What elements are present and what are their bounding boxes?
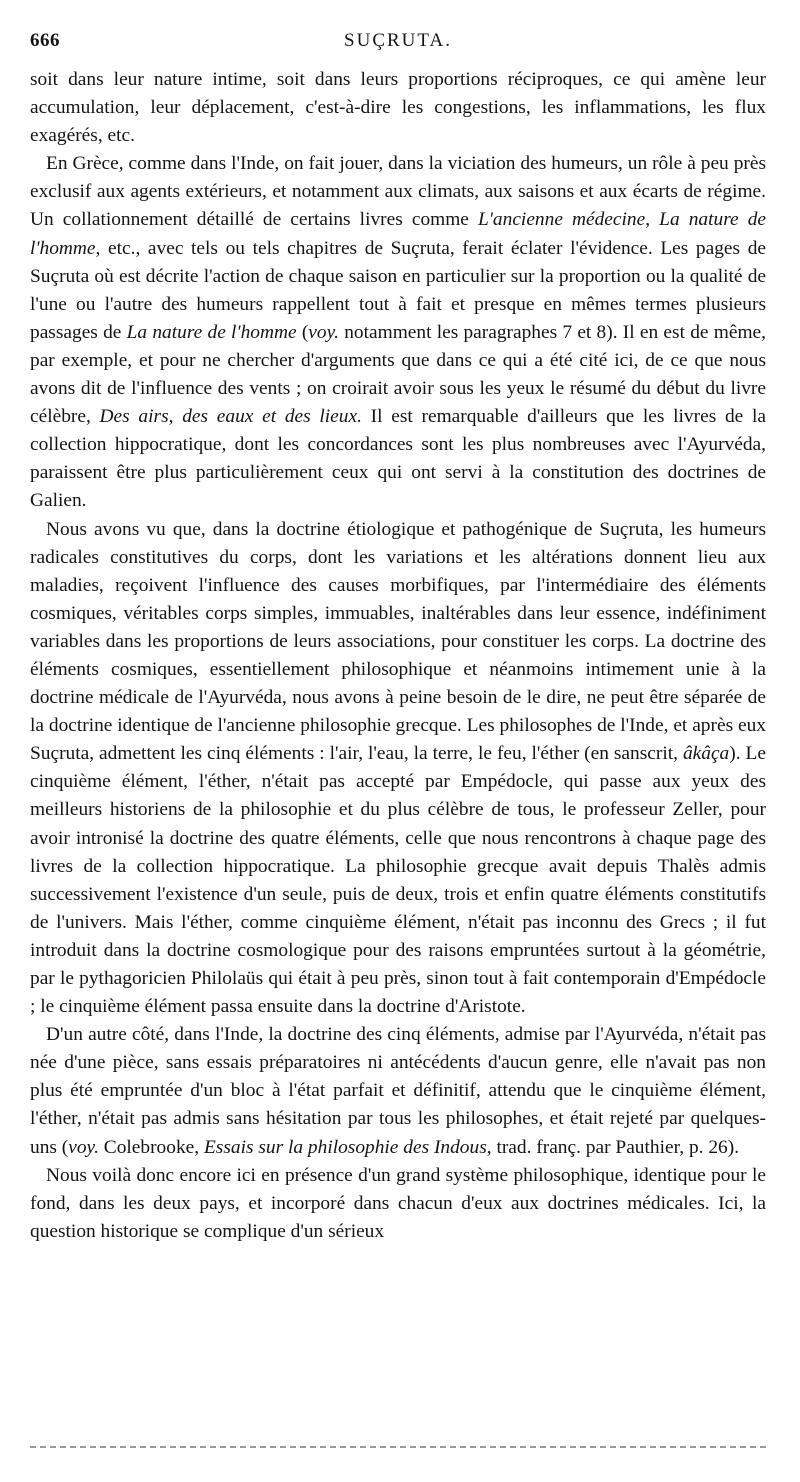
footer-dashed-rule bbox=[30, 1446, 766, 1448]
running-title: SUÇRUTA. bbox=[344, 30, 452, 51]
text-segment: Colebrooke, bbox=[98, 1136, 204, 1158]
page-header bbox=[30, 28, 766, 54]
text-segment: ). Le cinquième élément, l'éther, n'était pas accepté par Empédocle, qui passe aux yeux des meilleurs historiens de la philosophie et du plus célèbre de tous, le professeur Zeller, pour avoir intronisé la doctrine des quatre éléments, celle que nous rencontrons à chaque page des livres de la collection hippocratique. La philosophie grecque avait depuis Thalès admis successivement l'existence d'un seule, puis de deux, trois et enfin quatre éléments constitutifs de l'univers. Mais l'éther, comme cinquième élément, n'était pas inconnu des Grecs ; il fut introduit dans la doctrine cosmologique pour des raisons empruntées surtout à la géométrie, par le pythagoricien Philolaüs qui était à peu près, sinon tout à fait contemporain d'Empédocle ; le cinquième élément passa ensuite dans la doctrine d'Aristote. bbox=[30, 743, 767, 1018]
book-title-ancienne-medecine: L'ancienne médecine bbox=[478, 209, 646, 231]
text-segment: Nous avons vu que, dans la doctrine étiologique et pathogénique de Suçruta, les humeurs radicales constitutives du corps, dont les variations et les altérations donnent lieu aux maladies, reçoivent l'influence des causes morbifiques, par l'intermédiaire des éléments cosmiques, véritables corps simples, immuables, inaltérables dans leur essence, indéfiniment variables dans les proportions de leurs associations, pour constituer les corps. La doctrine des éléments cosmiques, essentiellement philosophique et néanmoins intimement unie à la doctrine médicale de l'Ayurvéda, nous avons à peine besoin de le dire, ne peut être séparée de la doctrine identique de l'ancienne philosophie grecque. Les philosophes de l'Inde, et après eux Suçruta, admettent les cinq éléments : l'air, l'eau, la terre, le feu, l'éther (en sanscrit, bbox=[30, 518, 766, 765]
paragraph-5 bbox=[30, 1162, 766, 1246]
page bbox=[30, 28, 766, 1246]
book-title-des-airs: Des airs, des eaux et des lieux. bbox=[99, 406, 362, 428]
text-segment: notamment les paragraphes 7 et 8). Il en est de même, par exemple, et pour ne chercher d'arguments que dans ce qui a été cité ici, de ce que nous avons dit de l'influence des vents ; on croirait avoir sous les yeux le résumé du début du livre célèbre, bbox=[30, 321, 766, 428]
book-title-nature-homme: La nature de l'homme bbox=[30, 209, 767, 259]
text-segment: En Grèce, comme dans l'Inde, on fait jouer, dans la viciation des humeurs, un rôle à peu près exclusif aux agents extérieurs, et notamment aux climats, aux saisons et aux écarts de régime. Un collationnement détaillé de certains livres comme bbox=[30, 153, 766, 231]
text-segment: ( bbox=[296, 321, 309, 343]
paragraph-1 bbox=[30, 66, 766, 150]
text-segment: Il est remarquable d'ailleurs que les livres de la collection hippocratique, dont les concordances sont les plus nombreuses avec l'Ayurvéda, paraissent être plus particulièrement ceux qui ont servi à la constitution des doctrines de Galien. bbox=[30, 406, 766, 512]
paragraph-2 bbox=[30, 150, 766, 515]
text-segment: , trad. franç. par Pauthier, p. 26). bbox=[486, 1136, 740, 1158]
text-segment: D'un autre côté, dans l'Inde, la doctrine des cinq éléments, admise par l'Ayurvéda, n'était pas née d'une pièce, sans essais préparatoires ni antécédents d'aucun genre, elle n'avait pas non plus été empruntée d'un bloc à l'état parfait et définitif, attendu que le cinquième élément, l'éther, n'était pas admis sans hésitation par tous les philosophes, et était rejeté par quelques-uns ( bbox=[30, 1024, 766, 1158]
reference-voy: voy. bbox=[308, 321, 339, 343]
sanskrit-term: âkâça bbox=[682, 743, 730, 765]
page-number: 666 bbox=[30, 30, 60, 51]
text-segment: , etc., avec tels ou tels chapitres de Suçruta, ferait éclater l'évidence. Les pages de Suçruta où est décrite l'action de chaque saison en particulier sur la proportion ou la qualité de l'une ou l'autre des humeurs rappellent tout à fait et presque en mêmes termes plusieurs passages de bbox=[30, 237, 766, 343]
paragraph-4 bbox=[30, 1021, 766, 1161]
text-segment: Nous voilà donc encore ici en présence d'un grand système philosophique, identique pour le fond, dans les deux pays, et incorporé dans chacun d'eux aux doctrines médicales. Ici, la question historique se complique d'un sérieux bbox=[30, 1164, 766, 1242]
body-text bbox=[30, 66, 766, 1246]
paragraph-3 bbox=[30, 516, 766, 1022]
text-segment: , bbox=[645, 209, 660, 231]
book-title-nature-homme: La nature de l'homme bbox=[126, 321, 297, 343]
text-segment: soit dans leur nature intime, soit dans leurs proportions réciproques, ce qui amène leur accumulation, leur déplacement, c'est-à-dire les congestions, les inflammations, les flux exagérés, etc. bbox=[30, 69, 766, 147]
book-title-essais: Essais sur la philosophie des Indous bbox=[203, 1136, 487, 1158]
reference-voy: voy. bbox=[68, 1136, 99, 1158]
